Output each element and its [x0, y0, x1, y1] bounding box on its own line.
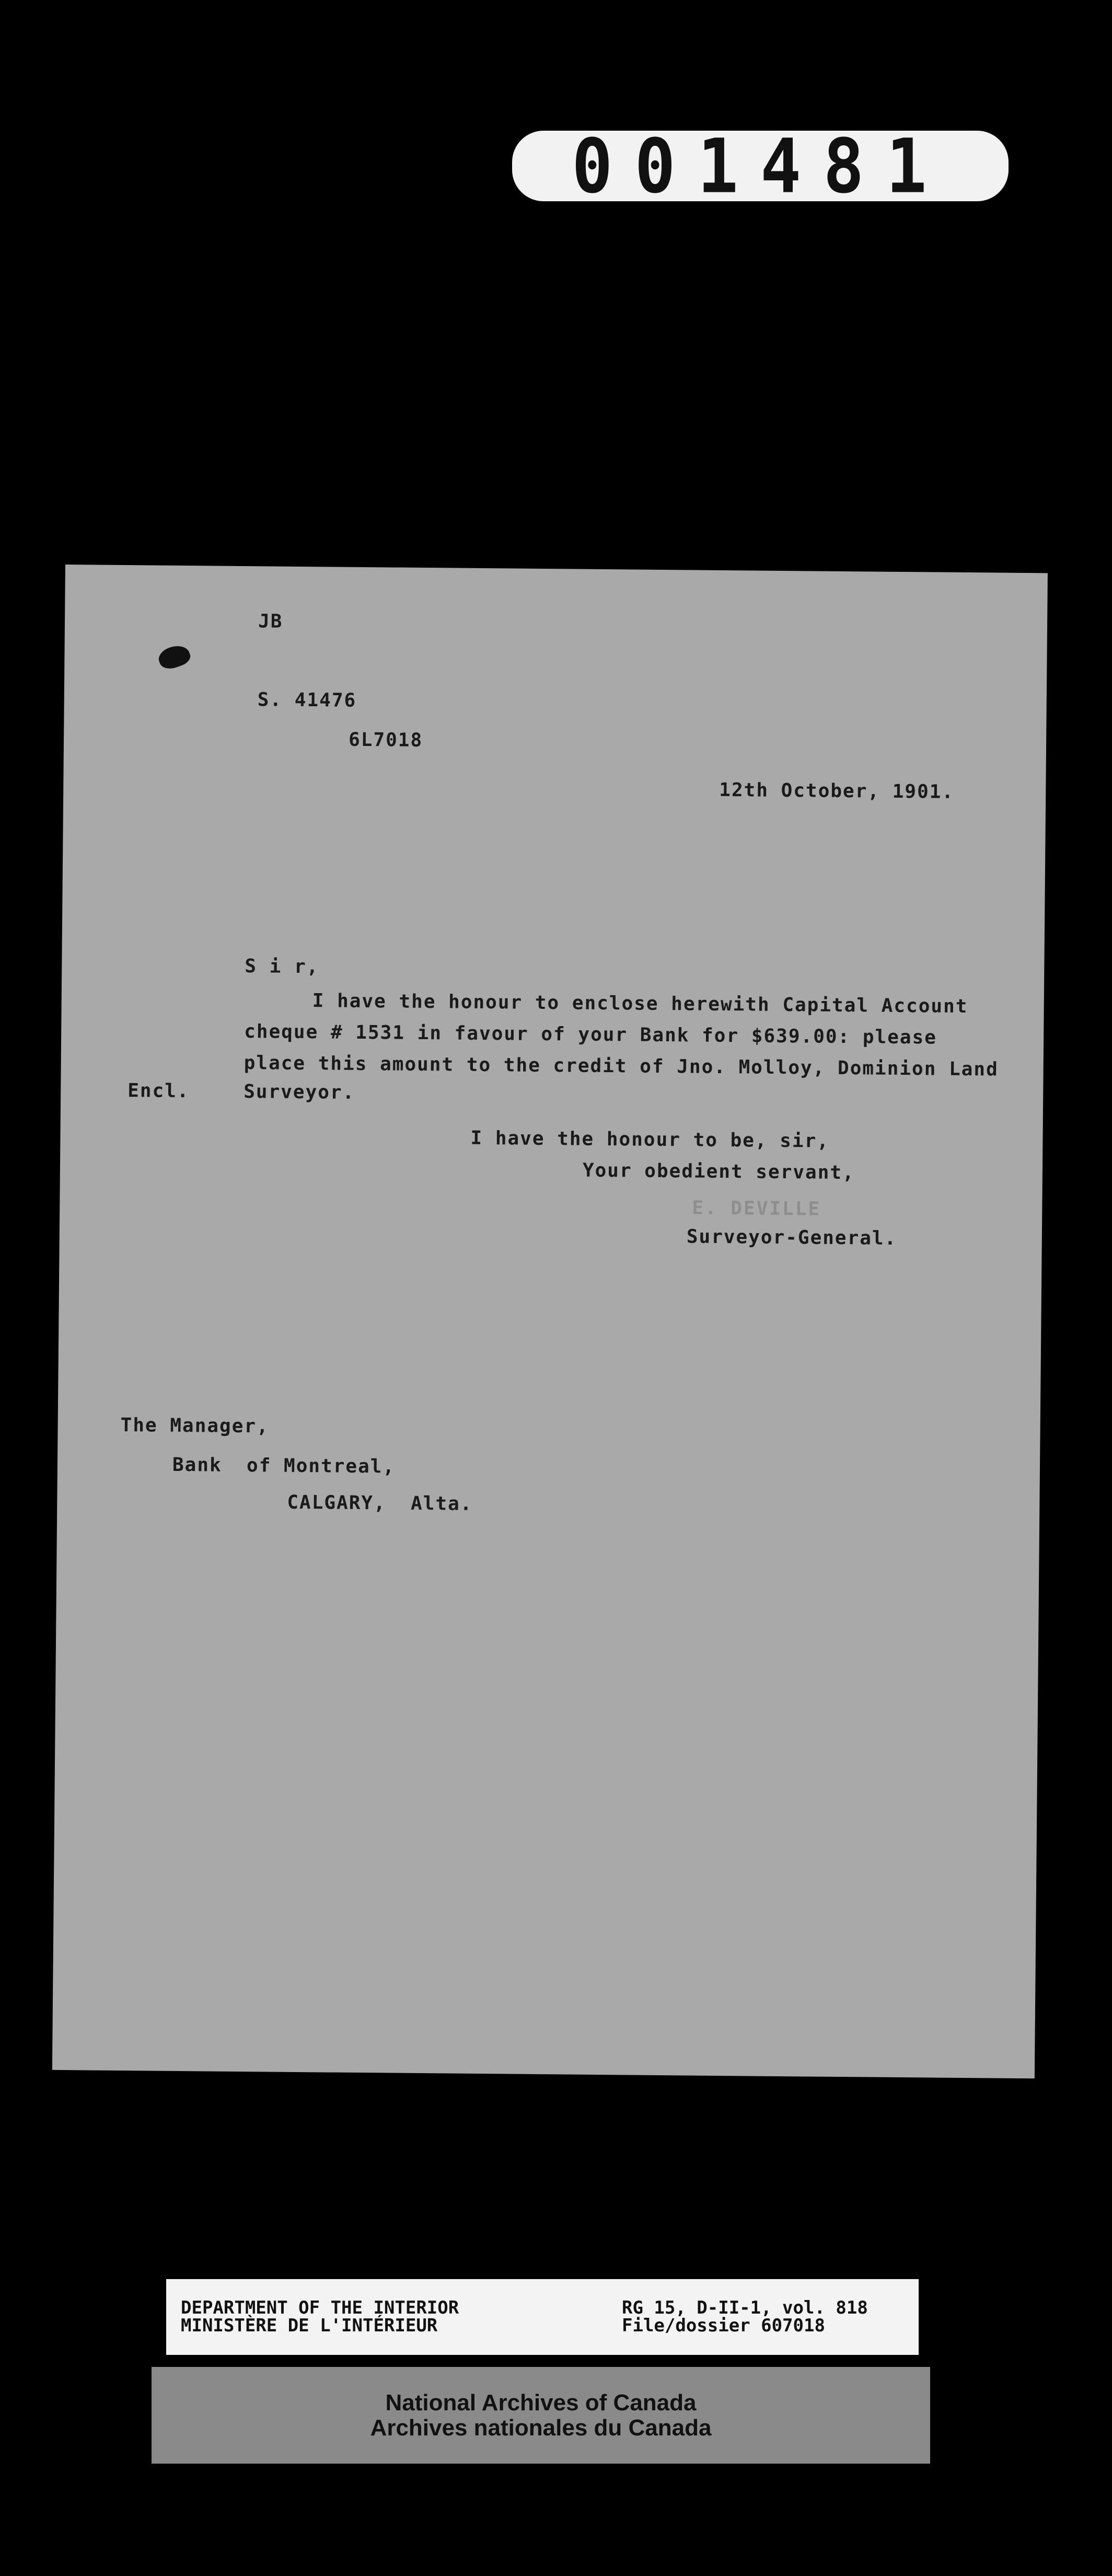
archive-reference-label: [166, 2279, 919, 2355]
page-number-stamp: [512, 122, 1009, 210]
letter-date: 12th October, 1901.: [719, 779, 955, 803]
file-number: 6L7018: [348, 729, 423, 751]
archives-name-french: Archives nationales du Canada: [370, 2414, 712, 2441]
enclosure-note: Encl.: [128, 1080, 190, 1102]
department-english: DEPARTMENT OF THE INTERIOR: [181, 2297, 459, 2318]
file-dossier: File/dossier 607018: [622, 2315, 825, 2336]
salutation: S i r,: [245, 956, 319, 978]
page-number: 001481: [572, 122, 949, 210]
signer-title: Surveyor-General.: [686, 1226, 897, 1249]
department-french: MINISTÈRE DE L'INTÉRIEUR: [181, 2315, 438, 2336]
file-reference: S. 41476: [257, 689, 357, 711]
addressee-line: CALGARY, Alta.: [287, 1491, 473, 1515]
body-line: cheque # 1531 in favour of your Bank for $639.00: please: [244, 1021, 937, 1049]
signature-stamp: E. DEVILLE: [692, 1197, 821, 1220]
letter-sheet: [52, 565, 1048, 2078]
body-line: I have the honour to enclose herewith Capital Account: [312, 990, 968, 1018]
addressee-line: Bank of Montreal,: [172, 1454, 396, 1478]
archives-banner: [152, 2367, 930, 2464]
ink-blot: [156, 642, 193, 672]
addressee-line: The Manager,: [120, 1414, 269, 1438]
closing-line: Your obedient servant,: [582, 1159, 855, 1184]
archives-name-english: National Archives of Canada: [385, 2389, 697, 2416]
initials: JB: [258, 611, 283, 632]
closing-line: I have the honour to be, sir,: [470, 1127, 830, 1152]
body-line: place this amount to the credit of Jno. Molloy, Dominion Land: [244, 1052, 999, 1080]
body-line: Surveyor.: [244, 1081, 355, 1103]
record-group: RG 15, D-II-1, vol. 818: [622, 2297, 868, 2318]
